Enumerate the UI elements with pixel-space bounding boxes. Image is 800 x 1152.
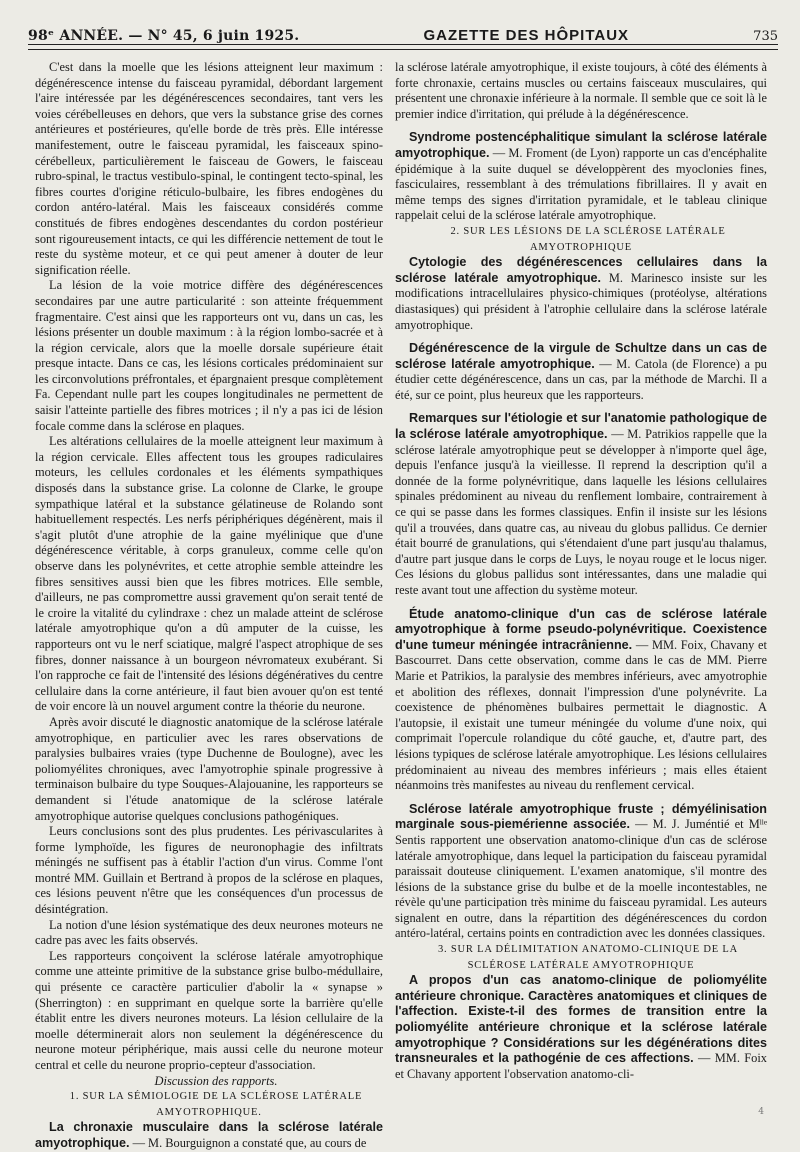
paragraph-body: — MM. Foix et Chavany apportent l'observation anatomo-cli-	[395, 1051, 767, 1081]
paragraph: C'est dans la moelle que les lésions atteignent leur maximum : dégénérescence intense du faisceau pyramidal, débordant largement l'aire intéressée par les dégénérescences secondaires, tant vers les voies cérébelleuses en dehors, que vers la substance grise des cornes antérieures et postérieures, qu'elle borde de très près. Elle intéresse manifestement, outre le faisceau pyramidal, les faisceaux spino-cérébelleux, particulièrement le faisceau de Gowers, le faisceau rubro-spinal, le tractus vestibulo-spinal, le contingent tecto-spinal, les fibres courtes d'origine réticulo-bulbaire, les fibres endogènes du cordon antéro-latéral. Mais les faisceaux considérés comme constitués de fibres endogènes descendantes du cordon postérieur sont rigoureusement intacts, ce qui les différencie nettement de tout le reste du système moteur, et ce qui peut amener à douter de leur signification réelle.	[35, 60, 383, 277]
header-rule	[28, 44, 778, 50]
paragraph	[35, 1120, 383, 1151]
discussion-heading: Discussion des rapports.	[154, 1073, 278, 1088]
paragraph-body: — M. Froment (de Lyon) rapporte un cas d'encéphalite épidémique à la suite duquel se développèrent des myoclonies fines, fasciculaires, ressemblant à des trémulations fibrillaires. Il y avait en même temps des signes d'irritation pyramidale, et le tableau clinique rappelait celui de la sclérose latérale amyotrophique.	[395, 145, 767, 223]
paragraph: La notion d'une lésion systématique des deux neurones moteurs ne cadre pas avec les faits observés.	[35, 917, 383, 948]
journal-title: GAZETTE DES HÔPITAUX	[423, 27, 630, 44]
paragraph-body: — M. Patrikios rappelle que la sclérose latérale amyotrophique peut se développer à n'importe quel âge, depuis l'enfance jusqu'à la vieillesse. Il reprend la description qu'il a donnée de la forme polynévritique, dans laquelle les lésions cellulaires spinales prédominent au niveau du renflement lombaire, contrairement à ce qui se passe dans les formes classiques. Enfin il insiste sur les lésions qu'il a trouvées, dans quatre cas, au niveau du globus pallidus. Ce dernier était bourré de granulations, qui s'étendaient d'une part jusqu'au thalamus, d'autre part jusque dans le corps de Luys, le noyau rouge et le locus niger. Ces lésions du globus pallidus sont intéressantes, dans une maladie qui reste avant tout une affection du système moteur.	[395, 427, 767, 597]
run-in-title: Syndrome postencéphalitique simulant la sclérose latérale amyotrophique.	[395, 130, 767, 160]
paragraph: Les altérations cellulaires de la moelle atteignent leur maximum à la région cervicale. Elles affectent tous les groupes radiculaires moteurs, les cellules cordonales et les éléments sympathiques disposés dans la substance grise. La colonne de Clarke, le groupe sympathique latéral et la substance gélatineuse de Rolando sont habituellement respectés. Les nerfs périphériques dégénèrent, mais il s'agit plutôt d'une atrophie de la gaine myélinique que d'une dégénérescence véritable, à corps granuleux, comme celle qu'on observe dans les polynévrites, et cette atrophie semble atteindre les fibres sensitives aussi bien que les fibres motrices. Elle semble, d'ailleurs, ne pas compromettre aussi gravement qu'on serait tenté de le croire la vitalité du cylindraxe : chez un malade atteint de sclérose latérale amyotrophique qu'on a dû amputer de la cuisse, les rapporteurs ont vu le nerf sciatique, malgré l'aspect atrophique de ses fibres, donner naissance à un bourgeon névromateux exubérant. Si l'on rapproche ce fait de l'intensité des lésions dégénératives du centre cellulaire dans la corne antérieure, il faut bien avouer qu'on est tenté de voir encore là un nouvel argument contre la théorie du neurone.	[35, 434, 383, 714]
paragraph	[395, 341, 767, 403]
section-heading: 3. SUR LA DÉLIMITATION ANATOMO-CLINIQUE DE LA SCLÉROSE LATÉRALE AMYOTROPHIQUE	[437, 944, 739, 971]
paragraph: Les rapporteurs conçoivent la sclérose latérale amyotrophique comme une atteinte primitive de la substance grise bulbo-médullaire, qui présente ce caractère particulier d'abolir la « synapse » (Sherrington) : en supprimant en quelque sorte la barrière qu'elle établit entre les divers neurones moteurs. La lésion cellulaire de la moelle déterminerait alors non seulement la dégénérescence du neurone moteur périphérique, mais aussi celle du neurone moteur central et celle du neurone proprio-cepteur d'association.	[35, 948, 383, 1072]
paragraph: Après avoir discuté le diagnostic anatomique de la sclérose latérale amyotrophique, en particulier avec les rares observations de paralysies bulbaires vraies (type Duchenne de Boulogne), avec les poliomyélites chroniques, avec l'amyotrophie spinale progressive à terminaison bulbaire du type Souques-Alajouanine, les rapporteurs se demandent si l'étude anatomique de la sclérose latérale amyotrophique autorise quelques conclusions pathogéniques.	[35, 714, 383, 823]
paragraph	[395, 973, 767, 1082]
paragraph: la sclérose latérale amyotrophique, il existe toujours, à côté des éléments à forte chronaxie, certains muscles ou certains faisceaux musculaires, qui présentent une chronaxie inférieure à la normale. Il semble que ce soit là le premier indice d'irritation, qui prélude à la dégénérescence.	[395, 60, 767, 121]
footer-mark: 4	[758, 1107, 764, 1117]
paragraph	[395, 411, 767, 598]
run-in-title: Dégénérescence de la virgule de Schultze dans un cas de sclérose latérale amyotrophique.	[395, 341, 767, 371]
run-in-title: A propos d'un cas anatomo-clinique de poliomyélite antérieure chronique. Caractères anatomiques et cliniques de l'affection. Existe-t-il des formes de transition entre la poliomyélite antérieure chronique et la sclérose latérale amyotrophique ? Considérations sur les dégénérations dites transneurales et la pathogénie de ces affections.	[395, 973, 767, 1066]
page-header	[28, 14, 778, 44]
right-column	[395, 60, 767, 1115]
paragraph: Leurs conclusions sont des plus prudentes. Les périvascularites à forme lymphoïde, les figures de neuronophagie des infiltrats méningés ne suffisent pas à établir l'action d'un virus. Comme l'ont montré MM. Guillain et Bertrand à propos de la sclérose en plaques, ces lésions peuvent n'être que les conséquences d'un processus de désintégration.	[35, 824, 383, 917]
paragraph-body: — M. Bourguignon a constaté que, au cours de	[129, 1135, 367, 1150]
paragraph	[395, 255, 767, 333]
paragraph-body: — M. Catola (de Florence) a pu étudier cette dégénérescence, dans un cas, par la méthode de Marchi. Il a été, sur ce point, plus heureux que les rapporteurs.	[395, 356, 767, 402]
run-in-title: Remarques sur l'étiologie et sur l'anatomie pathologique de la sclérose latérale amyotrophique.	[395, 411, 767, 442]
paragraph-body: — MM. Foix, Chavany et Bascourret. Dans cette observation, comme dans le cas de MM. Pierre Marie et Patrikios, la paralysie des membres inférieurs, avec amyotrophie et abolition des réflexes, donnait l'impression d'une polynévrite. La coexistence de phénomènes bulbaires permettait le diagnostic. A l'autopsie, il existait une tumeur méningée du volume d'une noix, qui comprimait l'opercule rolandique du côté gauche, et, d'autre part, des lésions typiques de sclérose latérale amyotrophique. Les lésions cellulaires prédominaient au niveau des membres inférieurs ; mais elles étaient néanmoins très manifestes au niveau du renflement cervical.	[395, 637, 768, 793]
issue-line: 98ᵉ ANNÉE. — N° 45, 6 juin 1925.	[28, 28, 300, 44]
left-column	[35, 60, 383, 1150]
paragraph	[395, 607, 767, 794]
paragraph	[395, 130, 767, 224]
paragraph-body: — M. J. Juméntié et Mˡˡᵉ Sentis rapportent une observation anatomo-clinique d'un cas de sclérose latérale amyotrophique, dans lequel la participation du faisceau pyramidal paraissait douteuse cliniquement. L'examen anatomique, s'il montre des lésions de la substance grise du bulbe et de la moelle incontestables, ne révèle qu'une participation très minime du faisceau pyramidal. Les auteurs signalent en outre, dans la répartition des dégénérescences du cordon antéro-latéral, certains points en contradiction avec les données classiques.	[395, 817, 767, 941]
run-in-title: Étude anatomo-clinique d'un cas de sclérose latérale amyotrophique à forme pseudo-polynévritique. Coexistence d'une tumeur méningée intracrânienne.	[395, 606, 767, 652]
run-in-title: Cytologie des dégénérescences cellulaires dans la sclérose latérale amyotrophique.	[395, 255, 767, 285]
paragraph-body: M. Marinesco insiste sur les modifications intracellulaires physico-chimiques (protéolyse, altérations diastasiques) qui président à l'atrophie cellulaire dans la sclérose latérale amyotrophique.	[395, 270, 767, 332]
page-number: 735	[753, 29, 778, 44]
run-in-title: La chronaxie musculaire dans la sclérose latérale amyotrophique.	[35, 1120, 383, 1150]
paragraph	[395, 802, 767, 942]
run-in-title: Sclérose latérale amyotrophique fruste ; démyélinisation marginale sous-piemérienne associée.	[395, 801, 767, 832]
section-heading: 2. SUR LES LÉSIONS DE LA SCLÉROSE LATÉRALE AMYOTROPHIQUE	[450, 225, 726, 253]
section-heading: 1. SUR LA SÉMIOLOGIE DE LA SCLÉROSE LATÉRALE AMYOTROPHIQUE.	[69, 1091, 363, 1118]
paragraph: La lésion de la voie motrice diffère des dégénérescences secondaires par une autre particularité : son atteinte fréquemment fragmentaire. C'est ainsi que les rapporteurs ont vu, dans un cas, les lésions présenter un double maximum : à la région lombo-sacrée et à la région cervicale, alors que la moelle dorsale supérieure était presque intacte. Dans ce cas, les lésions corticales prédominaient sur les circonvolutions préfrontales, et épargnaient presque complètement Fa. Cependant nulle part les coupes longitudinales ne permettent de saisir l'atteinte partielle des fibres motrices ; il n'y a pas ici de lésion focale comme dans la sclérose en plaques.	[35, 278, 383, 433]
